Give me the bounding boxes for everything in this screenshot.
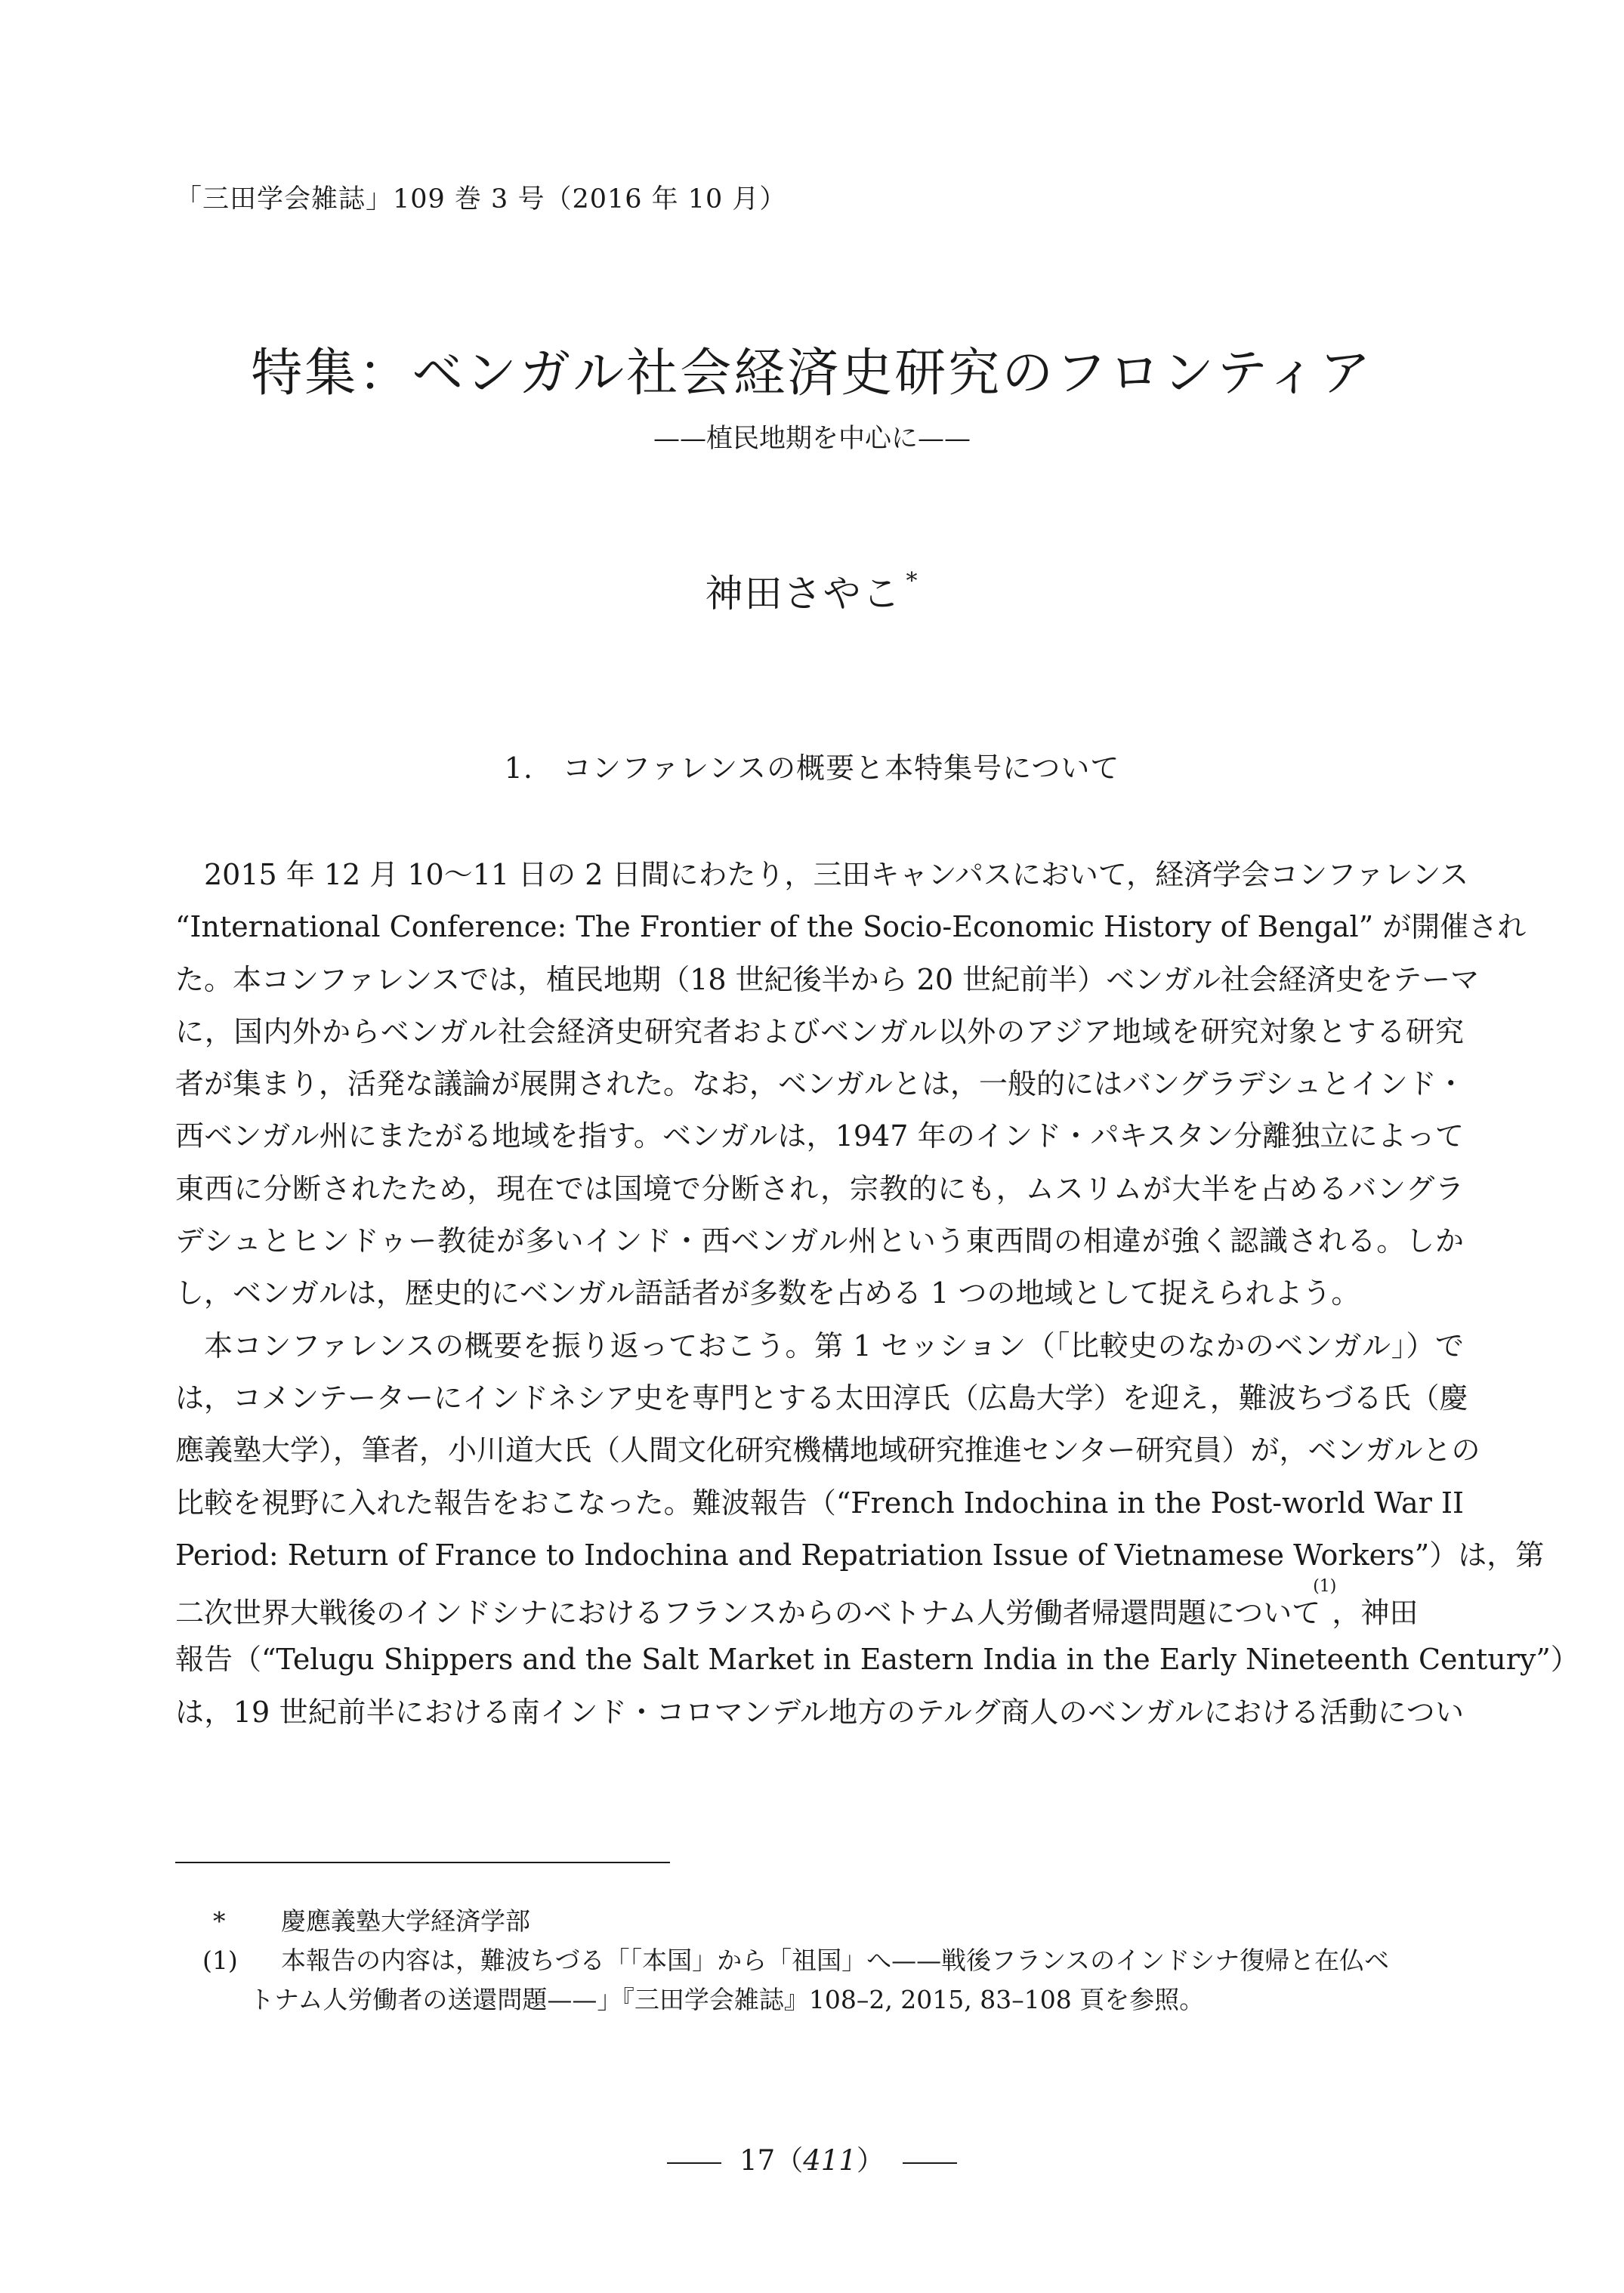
footnote-divider — [175, 1862, 670, 1863]
footnote-number: (1) — [202, 1946, 238, 1975]
page-cumulative-number: 411 — [803, 2144, 857, 2177]
footnote-text: 本報告の内容は，難波ちづる「「本国」から「祖国」へ——戦後フランスのインドシナ復帰と在仏ベ — [281, 1946, 1390, 1975]
body-line-segment: ，神田 — [1332, 1596, 1419, 1630]
body-line: に，国内外からベンガル社会経済史研究者およびベンガル以外のアジア地域を研究対象とする研究 — [175, 1014, 1464, 1048]
body-line: 者が集まり，活発な議論が展開された。なお，ベンガルとは，一般的にはバングラデシュとインド・ — [175, 1067, 1465, 1101]
article-title: 特集：ベンガル社会経済史研究のフロンティア — [251, 344, 1373, 403]
footnote-mark: * — [213, 1906, 226, 1936]
footnote-1 — [175, 1941, 1464, 2020]
footnote-reference[interactable]: (1) — [1313, 1577, 1337, 1597]
body-line: 比較を視野に入れた報告をおこなった。難波報告（“French Indochina in the Post-world War II — [175, 1486, 1464, 1520]
footnote-text-continued: トナム人労働者の送還問題——」『三田学会雑誌』108–2, 2015, 83–108 頁を参照。 — [249, 1985, 1205, 2014]
page-dash-right — [903, 2162, 957, 2164]
footnote-text: 慶應義塾大学経済学部 — [281, 1906, 530, 1936]
body-line-segment: 二次世界大戦後のインドシナにおけるフランスからのベトナム人労働者帰還問題について — [175, 1596, 1321, 1630]
body-line: “International Conference: The Frontier of the Socio-Economic History of Bengal” が開催され — [175, 910, 1527, 944]
body-line: は，コメンテーターにインドネシア史を専門とする太田淳氏（広島大学）を迎え，難波ちづる氏（慶 — [175, 1381, 1468, 1415]
body-line: し，ベンガルは，歴史的にベンガル語話者が多数を占める 1 つの地域として捉えられよう。 — [175, 1276, 1360, 1310]
author-footnote-mark: * — [906, 568, 919, 595]
journal-citation: 「三田学会雑誌」109 巻 3 号（2016 年 10 月） — [175, 184, 787, 214]
body-line: 本コンファレンスの概要を振り返っておこう。第 1 セッション（「比較史のなかのベンガル」）で — [204, 1329, 1464, 1363]
body-line: 西ベンガル州にまたがる地域を指す。ベンガルは，1947 年のインド・パキスタン分離独立によって — [175, 1119, 1464, 1153]
body-line: は，19 世紀前半における南インド・コロマンデル地方のテルグ商人のベンガルにおける活動につい — [175, 1695, 1464, 1729]
page-dash-left — [667, 2162, 721, 2164]
footnotes — [175, 1902, 1464, 2020]
body-line — [175, 1577, 1464, 1634]
body-line: 東西に分断されたため，現在では国境で分断され，宗教的にも，ムスリムが大半を占めるバングラ — [175, 1171, 1464, 1205]
section-heading: 1. コンファレンスの概要と本特集号について — [504, 751, 1120, 785]
page-number-value: 17 — [739, 2144, 776, 2177]
body-line: 2015 年 12 月 10～11 日の 2 日間にわたり，三田キャンパスにおいて，経済学会コンファレンス — [204, 858, 1469, 891]
footnote-affiliation — [175, 1902, 1464, 1941]
author-name — [0, 563, 1624, 618]
author-text: 神田さやこ — [705, 572, 902, 616]
body-text — [175, 849, 1579, 1739]
body-line: 報告（“Telugu Shippers and the Salt Market in Eastern India in the Early Nineteenth Century”） — [175, 1643, 1579, 1677]
body-line: デシュとヒンドゥー教徒が多いインド・西ベンガル州という東西間の相違が強く認識される。しか — [175, 1224, 1464, 1258]
article-subtitle: ——植民地期を中心に—— — [653, 424, 971, 454]
body-line: た。本コンファレンスでは，植民地期（18 世紀後半から 20 世紀前半）ベンガル社会経済史をテーマ — [175, 962, 1480, 996]
body-line: 應義塾大学），筆者，小川道大氏（人間文化研究機構地域研究推進センター研究員）が，ベンガルとの — [175, 1434, 1480, 1467]
page-number: 17（411） — [0, 2137, 1624, 2178]
body-line: Period: Return of France to Indochina and Repatriation Issue of Vietnamese Workers”）は，第 — [175, 1538, 1545, 1572]
